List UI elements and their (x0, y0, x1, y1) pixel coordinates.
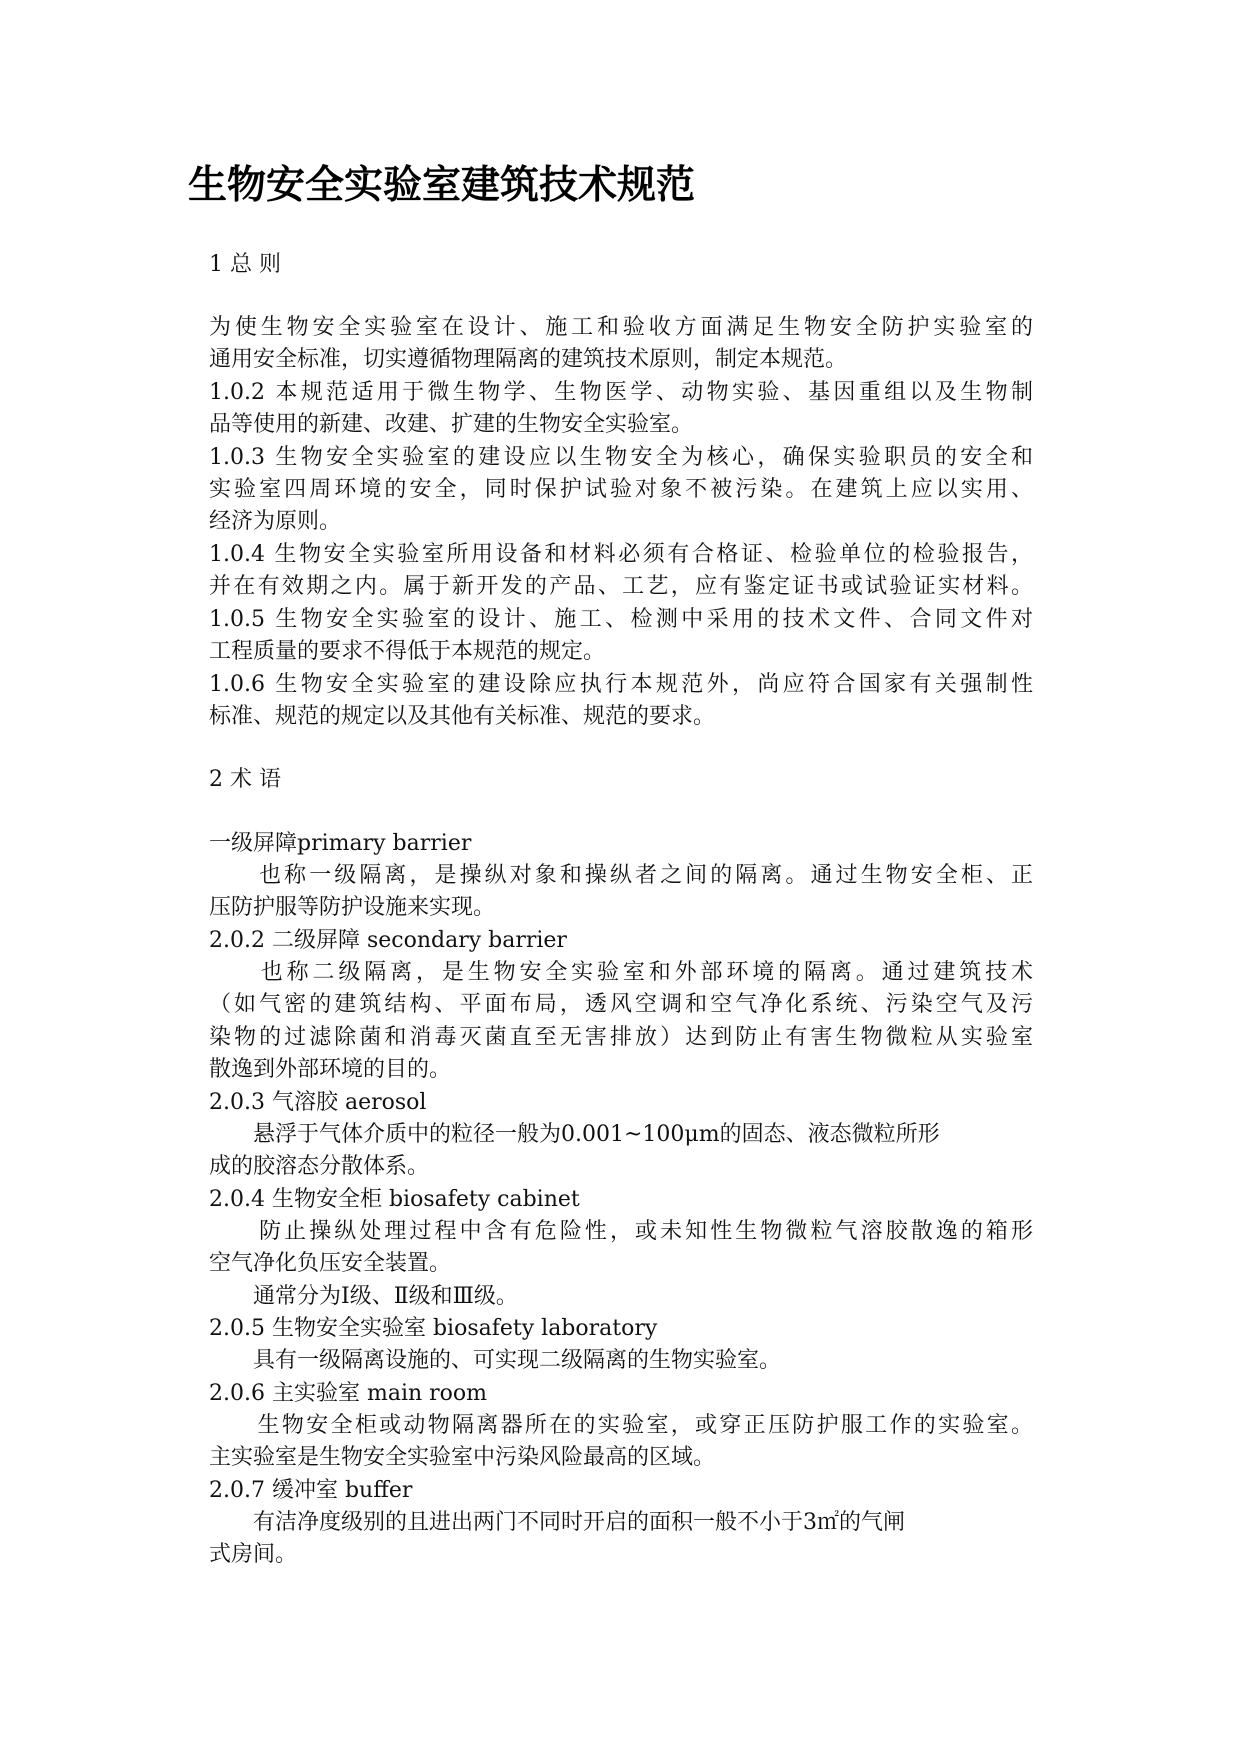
paragraph-line: 压防护服等防护设施来实现。 (209, 895, 496, 920)
paragraph-line: 也称一级隔离，是操纵对象和操纵者之间的隔离。通过生物安全柜、正 (209, 863, 1033, 888)
paragraph-line: 染物的过滤除菌和消毒灭菌直至无害排放）达到防止有害生物微粒从实验室 (209, 1025, 1033, 1050)
paragraph-line: 1.0.5 生物安全实验室的设计、施工、检测中采用的技术文件、合同文件对 (209, 607, 1033, 632)
paragraph-line: 防止操纵处理过程中含有危险性，或未知性生物微粒气溶胶散逸的箱形 (209, 1219, 1033, 1244)
paragraph-line: 式房间。 (209, 1542, 298, 1567)
section-heading-terms: 2 术 语 (209, 767, 281, 792)
paragraph-line: 有洁净度级别的且进出两门不同时开启的面积一般不小于3㎡的气闸 (209, 1510, 905, 1535)
paragraph-line: 通用安全标准，切实遵循物理隔离的建筑技术原则，制定本规范。 (209, 347, 848, 372)
paragraph-line: 经济为原则。 (209, 509, 342, 534)
paragraph-line: （如气密的建筑结构、平面布局，透风空调和空气净化系统、污染空气及污 (209, 992, 1033, 1017)
paragraph-line: 生物安全柜或动物隔离器所在的实验室，或穿正压防护服工作的实验室。 (209, 1413, 1033, 1438)
paragraph-line: 1.0.2 本规范适用于微生物学、生物医学、动物实验、基因重组以及生物制 (209, 380, 1033, 405)
paragraph-line: 具有一级隔离设施的、可实现二级隔离的生物实验室。 (209, 1348, 782, 1373)
document-title: 生物安全实验室建筑技术规范 (188, 162, 696, 208)
paragraph-line: 也称二级隔离，是生物安全实验室和外部环境的隔离。通过建筑技术 (209, 960, 1033, 985)
paragraph-line: 品等使用的新建、改建、扩建的生物安全实验室。 (209, 412, 694, 437)
paragraph-line: 空气净化负压安全装置。 (209, 1251, 452, 1276)
paragraph-line: 1.0.3 生物安全实验室的建设应以生物安全为核心，确保实验职员的安全和 (209, 445, 1033, 470)
paragraph-line: 工程质量的要求不得低于本规范的规定。 (209, 639, 606, 664)
paragraph-line: 1.0.6 生物安全实验室的建设除应执行本规范外，尚应符合国家有关强制性 (209, 672, 1033, 697)
paragraph-line: 成的胶溶态分散体系。 (209, 1154, 430, 1179)
section-heading-general: 1 总 则 (209, 252, 281, 277)
paragraph-line: 标准、规范的规定以及其他有关标准、规范的要求。 (209, 704, 716, 729)
term-heading: 2.0.3 气溶胶 aerosol (209, 1090, 427, 1115)
paragraph-line: 1.0.4 生物安全实验室所用设备和材料必须有合格证、检验单位的检验报告， (209, 542, 1033, 567)
term-heading: 2.0.6 主实验室 main room (209, 1381, 488, 1406)
term-heading: 2.0.5 生物安全实验室 biosafety laboratory (209, 1316, 658, 1341)
paragraph-line: 实验室四周环境的安全，同时保护试验对象不被污染。在建筑上应以实用、 (209, 477, 1033, 502)
term-heading: 2.0.4 生物安全柜 biosafety cabinet (209, 1187, 580, 1212)
paragraph-line: 主实验室是生物安全实验室中污染风险最高的区域。 (209, 1445, 716, 1470)
term-heading: 一级屏障primary barrier (209, 831, 472, 856)
paragraph-line: 散逸到外部环境的目的。 (209, 1057, 452, 1082)
paragraph-line: 并在有效期之内。属于新开发的产品、工艺，应有鉴定证书或试验证实材料。 (209, 574, 1033, 599)
paragraph-line: 通常分为Ⅰ级、Ⅱ级和Ⅲ级。 (209, 1284, 518, 1309)
paragraph-line: 悬浮于气体介质中的粒径一般为0.001~100μm的固态、液态微粒所形 (209, 1122, 940, 1147)
paragraph-line: 为使生物安全实验室在设计、施工和验收方面满足生物安全防护实验室的 (209, 315, 1033, 340)
term-heading: 2.0.7 缓冲室 buffer (209, 1478, 413, 1503)
term-heading: 2.0.2 二级屏障 secondary barrier (209, 928, 567, 953)
